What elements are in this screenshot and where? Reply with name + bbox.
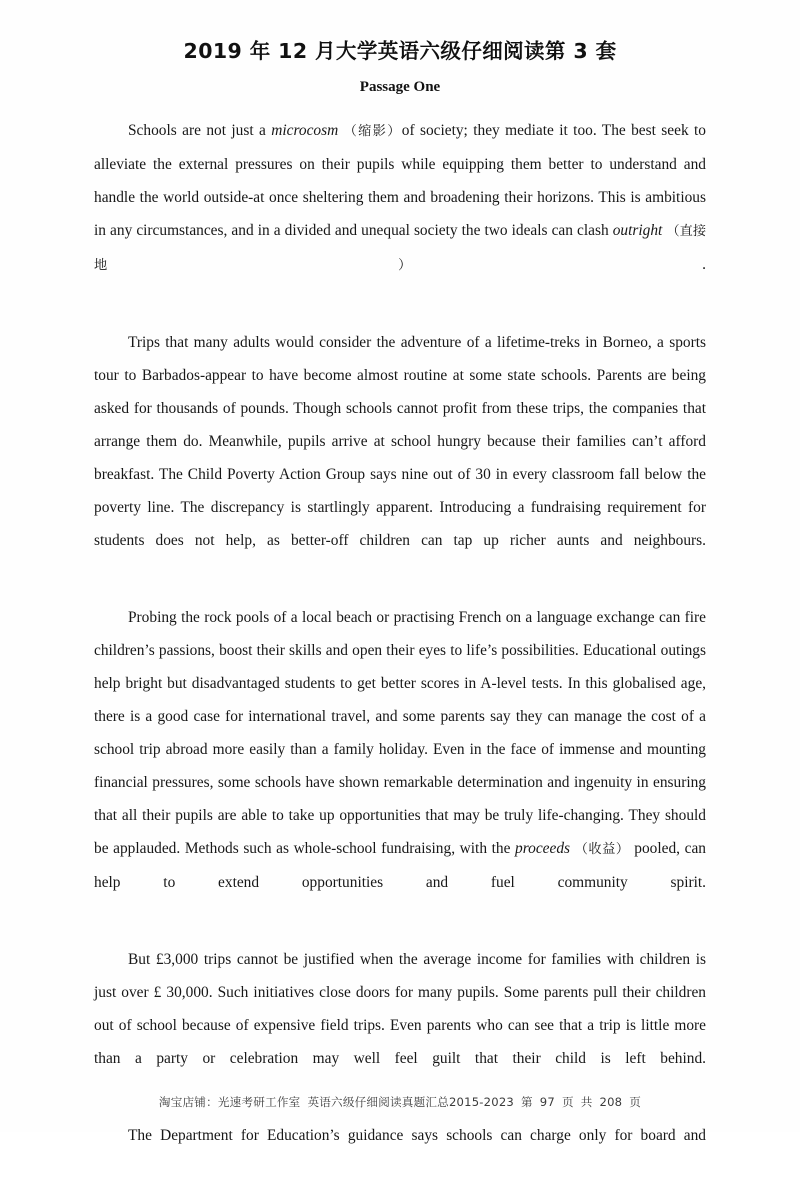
footer-total-prefix: 共 [580, 1095, 593, 1109]
paragraph-1: Schools are not just a microcosm （缩影）of society; they mediate it too. The best seek to alleviate the external pressures on their pupils while equipping them better to understand and handle the world outside-at once sheltering them and broadening their horizons. This is ambitious in any circumstances, and in a divided and unequal society the two ideals can clash outright （直接地）. [94, 122, 707, 273]
footer-total-pages: 208 [599, 1095, 623, 1109]
footer-page-prefix: 第 [520, 1095, 533, 1109]
paragraph-3: Probing the rock pools of a local beach or practising French on a language exchange can fire children’s passions, boost their skills and open their eyes to life’s possibilities. Educational outings help bright but disadvantaged students to get better scores in A-level tests. In this globalised age, there is a good case for international travel, and some parents say they can manage the cost of a school trip abroad more easily than a family holiday. Even in the face of immense and mounting financial pressures, some schools have shown remarkable determination and ingenuity in ensuring that all their pupils are able to take up opportunities that may be truly life-changing. They should be applauded. Methods such as whole-school fundraising, with the proceeds （收益） pooled, can help to extend opportunities and fuel community spirit. [94, 609, 706, 891]
chinese-gloss: （收益） [574, 842, 630, 857]
footer-page-unit: 页 [561, 1095, 574, 1109]
italic-term: outright [612, 222, 663, 239]
passage-body [94, 114, 706, 1185]
footer-shop-label: 淘宝店铺：光速考研工作室 [158, 1095, 301, 1109]
chinese-gloss: （直接地） [94, 224, 707, 273]
italic-term: microcosm [271, 122, 339, 139]
footer-total-unit: 页 [629, 1095, 642, 1109]
passage-heading: Passage One [359, 79, 441, 95]
paragraph-2: Trips that many adults would consider the adventure of a lifetime-treks in Borneo, a sports tour to Barbados-appear to have become almost routine at some state schools. Parents are being asked for thousands of pounds. Though schools cannot profit from these trips, the companies that arrange them do. Meanwhile, pupils arrive at school hungry because their families can’t afford breakfast. The Child Poverty Action Group says nine out of 30 in every classroom fall below the poverty line. The discrepancy is startlingly apparent. Introducing a fundraising requirement for students does not help, as better-off children can tap up richer aunts and neighbours. [94, 334, 706, 549]
paragraph-5: The Department for Education’s guidance says schools can charge only for board and [128, 1127, 706, 1144]
chinese-gloss: （缩影） [343, 124, 402, 139]
page-title: 2019 年 12 月大学英语六级仔细阅读第 3 套 [183, 39, 617, 63]
footer-page-number: 97 [539, 1095, 555, 1109]
footer-collection-label: 英语六级仔细阅读真题汇总2015-2023 [307, 1095, 514, 1109]
paragraph-4: But £3,000 trips cannot be justified when the average income for families with children is just over £ 30,000. Such initiatives close doors for many pupils. Some parents pull their children out of school because of expensive field trips. Even parents who can see that a trip is little more than a party or celebration may well feel guilt that their child is left behind. [94, 951, 706, 1067]
page-footer [0, 1094, 800, 1110]
italic-term: proceeds [515, 840, 571, 857]
